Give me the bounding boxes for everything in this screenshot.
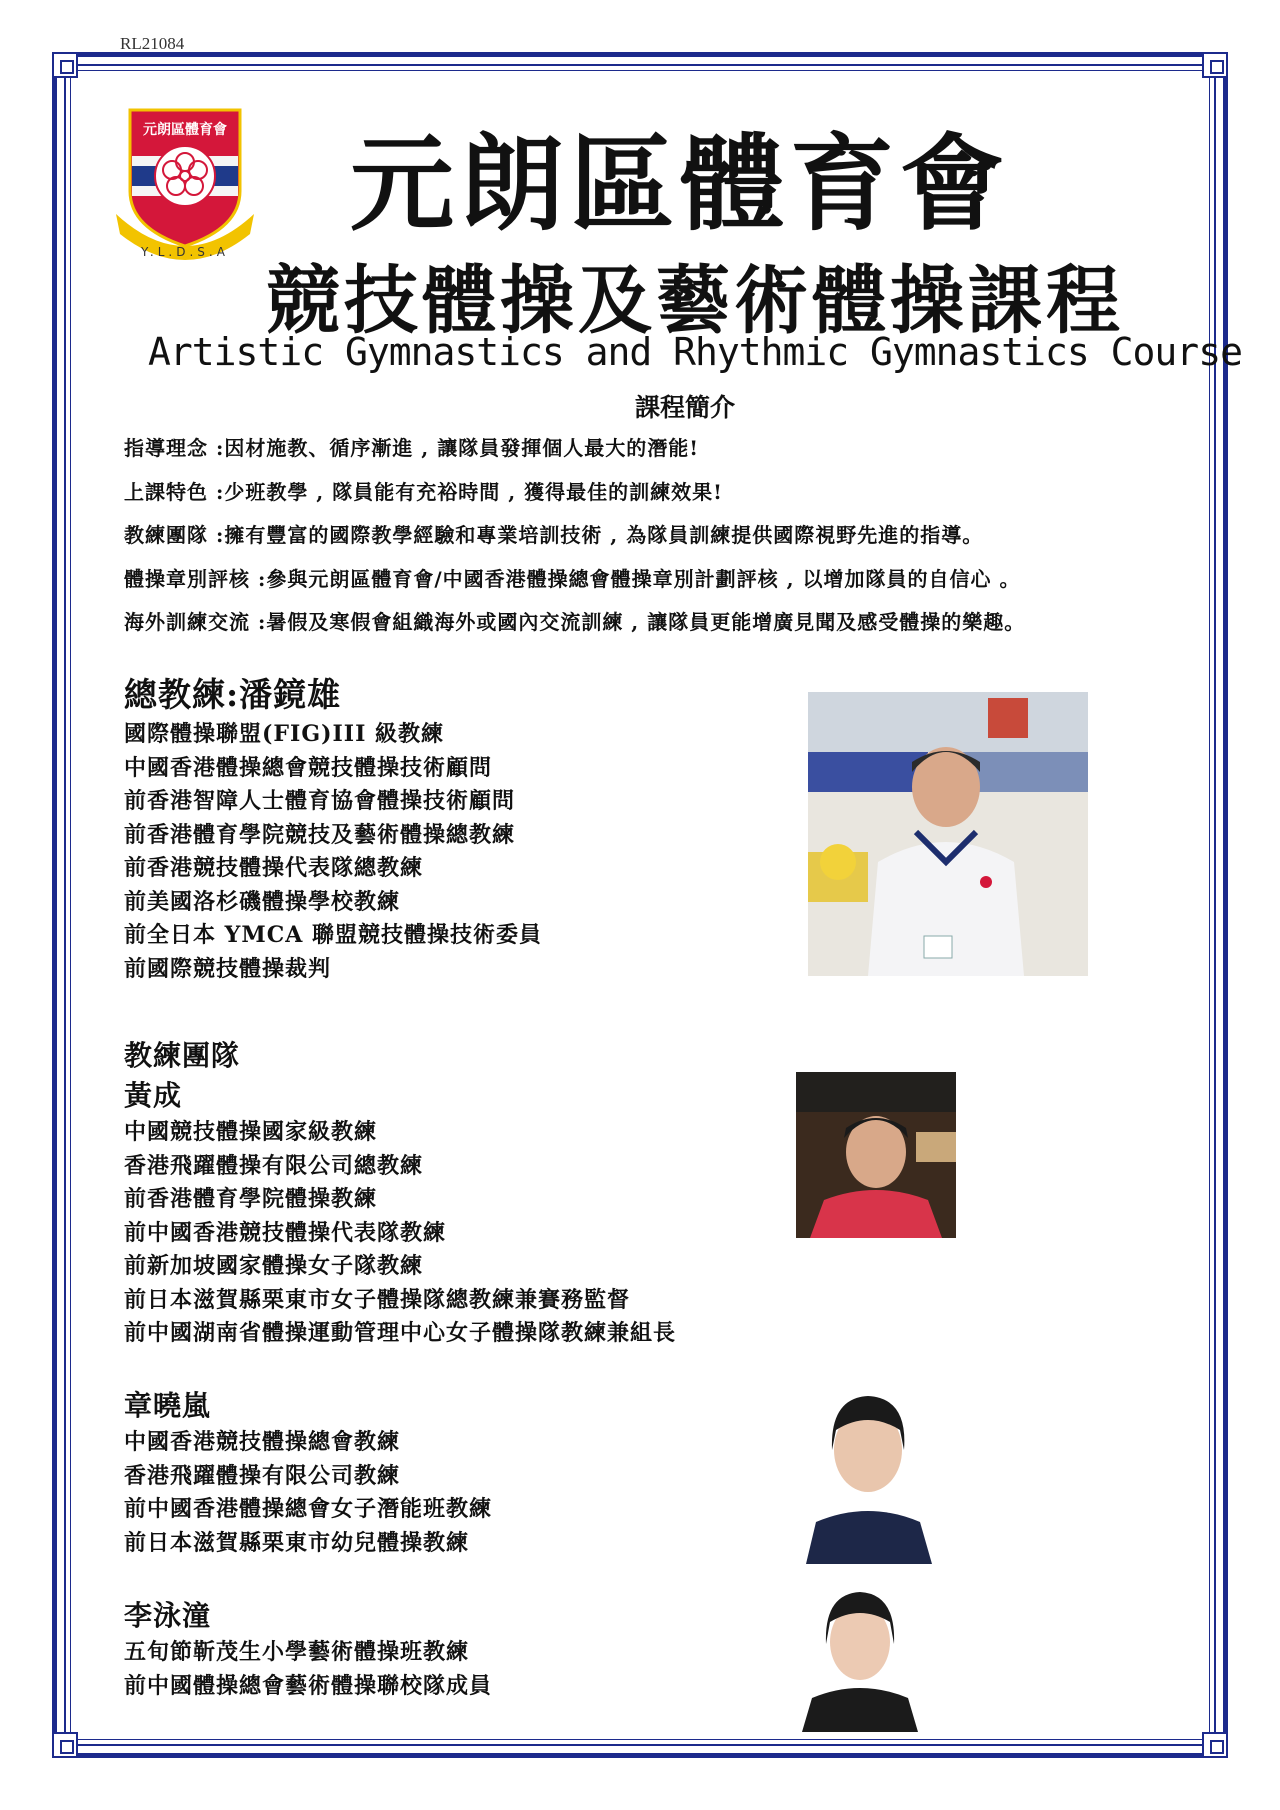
intro-overseas-exchange: 海外訓練交流 :暑假及寒假會組織海外或國內交流訓練 , 讓隊員更能增廣見聞及感受體操的樂趣。	[124, 610, 1026, 634]
reference-code: RL21084	[120, 34, 185, 53]
course-title-english: Artistic Gymnastics and Rhythmic Gymnastics Course	[148, 330, 1242, 374]
intro-heading: 課程簡介	[634, 393, 735, 422]
credential-item: 前日本滋賀縣栗東市幼兒體操教練	[124, 1529, 470, 1556]
coach-photo-1	[796, 1072, 956, 1238]
credential-item: 前中國體操總會藝術體操聯校隊成員	[124, 1672, 493, 1699]
credential-item: 中國香港競技體操總會教練	[124, 1429, 401, 1455]
credential-item: 前香港體育學院體操教練	[124, 1186, 378, 1212]
corner-ornament-bottom-left	[52, 1732, 78, 1758]
credential-item: 香港飛躍體操有限公司教練	[124, 1462, 401, 1489]
credential-item: 五旬節靳茂生小學藝術體操班教練	[124, 1639, 470, 1665]
head-coach-photo	[808, 692, 1088, 976]
credential-item: 前香港智障人士體育協會體操技術顧問	[124, 788, 516, 814]
team-heading-block	[124, 1036, 240, 1076]
credential-item: 中國香港體操總會競技體操技術顧問	[124, 754, 493, 781]
coach-section-3	[124, 1596, 492, 1703]
head-coach-section	[124, 672, 542, 986]
intro-class-features: 上課特色 :少班教學 , 隊員能有充裕時間 , 獲得最佳的訓練效果!	[124, 479, 723, 504]
coach-name: 李泳潼	[124, 1599, 212, 1632]
course-title-chinese: 競技體操及藝術體操課程	[266, 258, 1124, 344]
coaching-team-heading: 教練團隊	[124, 1039, 241, 1072]
coach-photo-2	[796, 1380, 942, 1564]
corner-ornament-bottom-right	[1202, 1732, 1228, 1758]
credential-item: 前香港體育學院競技及藝術體操總教練	[124, 821, 516, 848]
credential-item: 前中國香港體操總會女子潛能班教練	[124, 1496, 493, 1522]
credential-item: 前日本滋賀縣栗東市女子體操隊總教練兼賽務監督	[124, 1286, 631, 1313]
credential-item: 前全日本 YMCA 聯盟競技體操技術委員	[124, 922, 542, 948]
credential-item: 前中國湖南省體操運動管理中心女子體操隊教練兼組長	[124, 1320, 677, 1346]
credential-item: 香港飛躍體操有限公司總教練	[124, 1152, 424, 1179]
coach-name: 章曉嵐	[124, 1389, 212, 1422]
page-title: 元朗區體育會	[349, 122, 1010, 245]
logo-text: 元朗區體育會	[143, 122, 227, 138]
intro-philosophy: 指導理念 :因材施教、循序漸進 , 讓隊員發揮個人最大的潛能!	[124, 436, 700, 460]
credential-item: 前國際競技體操裁判	[124, 955, 332, 982]
credential-item: 前中國香港競技體操代表隊教練	[124, 1219, 447, 1246]
coach-section-1	[124, 1076, 676, 1351]
corner-ornament-top-right	[1202, 52, 1228, 78]
credential-item: 前香港競技體操代表隊總教練	[124, 855, 424, 881]
credential-item: 中國競技體操國家級教練	[124, 1119, 378, 1145]
coach-name: 黃成	[124, 1079, 183, 1112]
corner-ornament-top-left	[52, 52, 78, 78]
credential-item: 前美國洛杉磯體操學校教練	[124, 888, 401, 915]
logo-abbreviation: Y.L.D.S.A	[141, 245, 229, 259]
coach-photo-3	[796, 1574, 924, 1732]
credential-item: 前新加坡國家體操女子隊教練	[124, 1253, 424, 1279]
intro-coaching-team: 教練團隊 :擁有豐富的國際教學經驗和專業培訓技術 , 為隊員訓練提供國際視野先進的指導。	[124, 523, 984, 547]
intro-badge-assessment: 體操章別評核 :參與元朗區體育會/中國香港體操總會體操章別計劃評核 , 以增加隊員的自信心 。	[124, 566, 1021, 591]
coach-section-2	[124, 1386, 492, 1560]
course-intro	[124, 432, 1184, 650]
credential-item: 國際體操聯盟(FIG)III 級教練	[124, 721, 445, 747]
head-coach-title: 總教練:潘鏡雄	[124, 675, 342, 714]
